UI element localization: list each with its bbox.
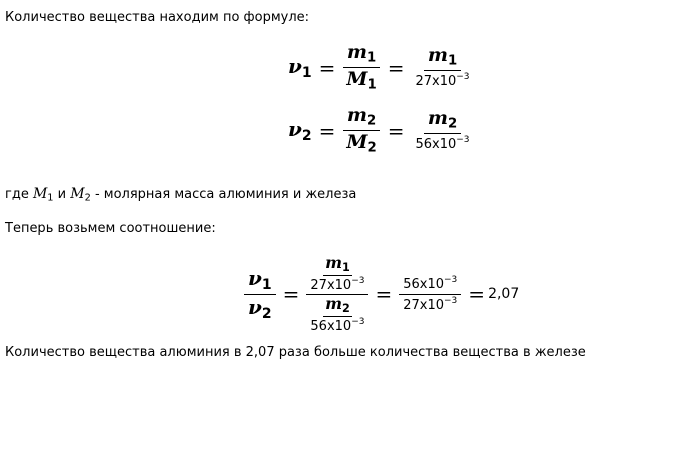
conclusion-text: Количество вещества алюминия в 2,07 раза больше количества вещества в железе xyxy=(5,345,586,360)
ratio-intro-text: Теперь возьмем соотношение: xyxy=(5,221,216,236)
formula-ratio xyxy=(240,254,519,335)
compound-fraction xyxy=(306,254,368,335)
equals-sign: = xyxy=(375,282,393,307)
fraction-nu1-over-nu2: $\frac{\nu_1}{\nu_2}$ xyxy=(244,267,276,322)
intro-text: Количество вещества находим по формуле: xyxy=(5,10,310,25)
fraction-m1-over-M1: $\frac{m_1}{M_1}$ xyxy=(342,42,380,93)
fraction-m1-over-molar-al: $\frac{m_1}{27x10^{-3}}$ xyxy=(415,44,470,90)
fraction-m2-over-56: $\frac{m_2}{56x10^{-3}}$ xyxy=(310,293,365,334)
fraction-56-over-27: $\frac{56x10^{-3}}{27x10^{-3}}$ xyxy=(399,275,461,314)
nu2-symbol: $\nu_2$ xyxy=(288,117,312,144)
nu1-symbol: $\nu_1$ xyxy=(288,54,312,81)
symbol-M1: $M_1$ xyxy=(32,186,54,204)
ratio-result: 2,07 xyxy=(488,286,520,303)
formula-nu1 xyxy=(288,42,478,93)
equals-sign: = xyxy=(468,282,486,307)
formula-nu2 xyxy=(288,105,478,156)
fraction-m2-over-M2: $\frac{m_2}{M_2}$ xyxy=(342,105,380,156)
equals-sign: = xyxy=(318,55,336,80)
equals-sign: = xyxy=(318,118,336,143)
fraction-m1-over-27: $\frac{m_1}{27x10^{-3}}$ xyxy=(310,253,365,293)
equals-sign: = xyxy=(282,282,300,307)
fraction-m2-over-molar-fe: $\frac{m_2}{56x10^{-3}}$ xyxy=(415,107,470,153)
symbol-M2: $M_2$ xyxy=(70,186,91,204)
where-text: где $M_1$ и $M_2$ - молярная масса алюминия и железа xyxy=(5,186,357,204)
equals-sign: = xyxy=(387,55,405,80)
equals-sign: = xyxy=(387,118,405,143)
